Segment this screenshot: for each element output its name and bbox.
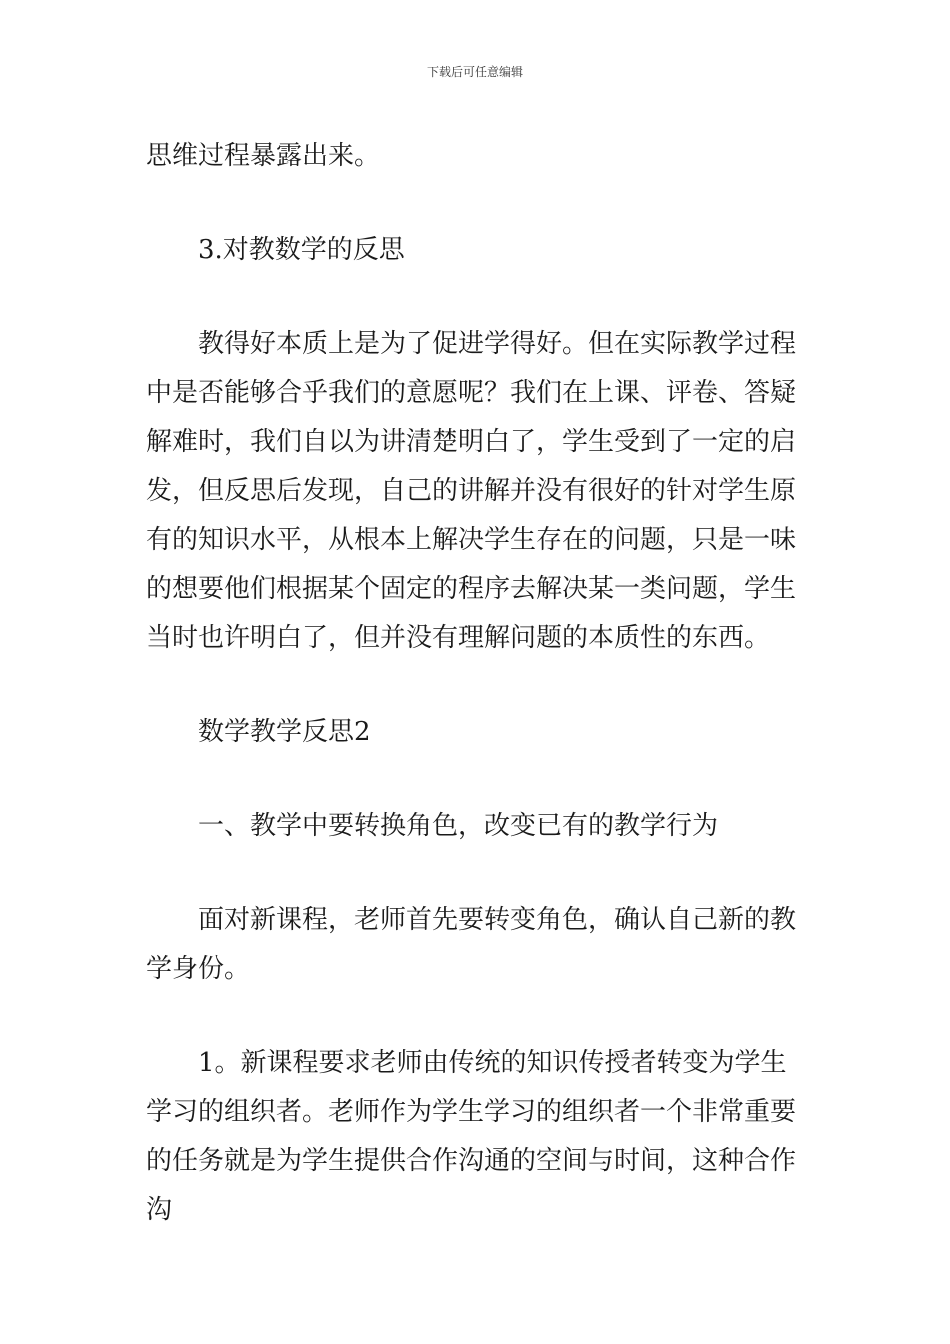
paragraph-teaching-reflection: 教得好本质上是为了促进学得好。但在实际教学过程中是否能够合乎我们的意愿呢？我们在上课、评卷、答疑解难时，我们自以为讲清楚明白了，学生受到了一定的启发，但反思后发现，自己的讲解并没有很好的针对学生原有的知识水平，从根本上解决学生存在的问题，只是一味的想要他们根据某个固定的程序去解决某一类问题，学生当时也许明白了，但并没有理解问题的本质性的东西。: [146, 329, 797, 653]
paragraph-point-1: 1。新课程要求老师由传统的知识传授者转变为学生学习的组织者。老师作为学生学习的组织者一个非常重要的任务就是为学生提供合作沟通的空间与时间，这种合作沟: [146, 1048, 797, 1225]
subheading-role-change: 一、教学中要转换角色，改变已有的教学行为: [198, 811, 719, 841]
paragraph-continuation: 思维过程暴露出来。: [146, 141, 381, 171]
paragraph-new-curriculum: 面对新课程，老师首先要转变角色，确认自己新的教学身份。: [146, 905, 797, 984]
document-body: [146, 132, 806, 1235]
section-heading-reflection-3: 3.对教数学的反思: [198, 235, 405, 265]
section-title-reflection-2: 数学教学反思2: [198, 717, 371, 747]
page-header-note: 下载后可任意编辑: [426, 65, 523, 79]
